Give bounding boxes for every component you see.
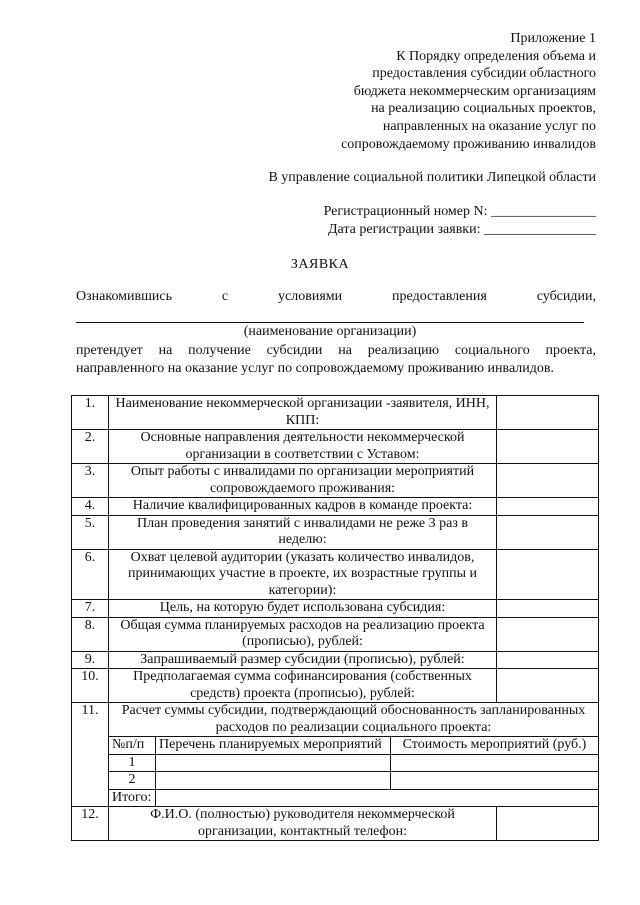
total-label: Итого: bbox=[109, 789, 156, 806]
col-header-number: №п/п bbox=[109, 737, 156, 755]
row-number: 8. bbox=[72, 617, 109, 651]
row-value-cell[interactable] bbox=[497, 396, 599, 430]
row-value-cell[interactable] bbox=[497, 600, 599, 618]
table-row bbox=[72, 430, 599, 464]
row-number: 11. bbox=[72, 703, 109, 807]
claim-paragraph: претендует на получение субсидии на реализацию социального проекта, направленного на оказание услуг по сопровождаемому проживанию инвалидов. bbox=[76, 343, 596, 376]
calculation-title: Расчет суммы субсидии, подтверждающий обоснованность запланированных расходов по реализации социального проекта: bbox=[121, 703, 586, 735]
intro-word: субсидии, bbox=[536, 289, 596, 304]
row-value-cell[interactable] bbox=[497, 549, 599, 600]
calculation-row bbox=[109, 772, 598, 790]
intro-line bbox=[76, 289, 596, 305]
item-activity-cell[interactable] bbox=[156, 772, 391, 790]
document-title: ЗАЯВКА bbox=[290, 257, 350, 272]
table-row bbox=[72, 498, 599, 516]
col-header-activities: Перечень планируемых мероприятий bbox=[156, 737, 391, 755]
row-number: 4. bbox=[72, 498, 109, 516]
row-text: Наличие квалифицированных кадров в команде проекта: bbox=[109, 498, 497, 516]
row-text: План проведения занятий с инвалидами не реже 3 раз в неделю: bbox=[109, 515, 497, 549]
appendix-line: К Порядку определения объема и bbox=[396, 48, 596, 64]
col-header-cost: Стоимость мероприятий (руб.) bbox=[391, 737, 599, 755]
row-text: Запрашиваемый размер субсидии (прописью), рублей: bbox=[109, 651, 497, 669]
table-row bbox=[72, 515, 599, 549]
row-number: 5. bbox=[72, 515, 109, 549]
row-value-cell[interactable] bbox=[497, 498, 599, 516]
table-row bbox=[72, 600, 599, 618]
organization-caption: (наименование организации) bbox=[243, 324, 417, 339]
addressee: В управление социальной политики Липецкой области bbox=[268, 170, 596, 185]
item-cost-cell[interactable] bbox=[391, 754, 599, 772]
calculation-header-row bbox=[109, 737, 598, 755]
appendix-line: Приложение 1 bbox=[510, 31, 596, 46]
table-row bbox=[72, 617, 599, 651]
application-table bbox=[71, 395, 599, 841]
row-value-cell[interactable] bbox=[497, 464, 599, 498]
intro-word: Ознакомившись bbox=[76, 289, 173, 304]
registration-date: Дата регистрации заявки: ________________ bbox=[327, 222, 596, 237]
row-text: Наименование некоммерческой организации -заявителя, ИНН, КПП: bbox=[109, 396, 497, 430]
row-value-cell[interactable] bbox=[497, 651, 599, 669]
appendix-line: на реализацию социальных проектов, bbox=[371, 101, 596, 117]
row-number: 3. bbox=[72, 464, 109, 498]
registration-block bbox=[324, 203, 596, 239]
table-row bbox=[72, 669, 599, 703]
row-number: 9. bbox=[72, 651, 109, 669]
intro-word: предоставления bbox=[392, 289, 487, 304]
intro-word: условиями bbox=[278, 289, 343, 304]
appendix-line: предоставления субсидии областного bbox=[372, 66, 596, 82]
row-number: 6. bbox=[72, 549, 109, 600]
row-number: 2. bbox=[72, 430, 109, 464]
appendix-line: бюджета некоммерческим организациям bbox=[353, 83, 596, 99]
row-value-cell[interactable] bbox=[497, 515, 599, 549]
calculation-cell bbox=[109, 703, 599, 807]
table-row bbox=[72, 807, 599, 841]
table-row-calculation bbox=[72, 703, 599, 807]
table-row bbox=[72, 549, 599, 600]
item-number: 1 bbox=[109, 754, 156, 772]
row-text: Предполагаемая сумма софинансирования (собственных средств) проекта (прописью), рублей: bbox=[109, 669, 497, 703]
row-number: 12. bbox=[72, 807, 109, 841]
registration-number: Регистрационный номер N: _______________ bbox=[323, 204, 596, 219]
row-text: Общая сумма планируемых расходов на реализацию проекта (прописью), рублей: bbox=[109, 617, 497, 651]
item-number: 2 bbox=[109, 772, 156, 790]
row-text: Опыт работы с инвалидами по организации мероприятий сопровождаемого проживания: bbox=[109, 464, 497, 498]
row-number: 1. bbox=[72, 396, 109, 430]
table-row bbox=[72, 651, 599, 669]
appendix-line: направленных на оказание услуг по bbox=[382, 118, 596, 134]
table-row bbox=[72, 396, 599, 430]
item-activity-cell[interactable] bbox=[156, 754, 391, 772]
total-value-cell[interactable] bbox=[156, 789, 599, 806]
table-row bbox=[72, 464, 599, 498]
row-value-cell[interactable] bbox=[497, 669, 599, 703]
row-text: Основные направления деятельности некоммерческой организации в соответствии с Уставом: bbox=[109, 430, 497, 464]
calculation-table bbox=[109, 736, 598, 806]
row-text: Охват целевой аудитории (указать количество инвалидов, принимающих участие в проекте, их возрастные группы и категории): bbox=[109, 549, 497, 600]
row-number: 10. bbox=[72, 669, 109, 703]
appendix-line: сопровождаемому проживанию инвалидов bbox=[341, 136, 596, 152]
organization-name-line[interactable] bbox=[76, 322, 584, 323]
item-cost-cell[interactable] bbox=[391, 772, 599, 790]
row-value-cell[interactable] bbox=[497, 807, 599, 841]
row-value-cell[interactable] bbox=[497, 430, 599, 464]
intro-word: с bbox=[221, 289, 229, 304]
row-text: Цель, на которую будет использована субсидия: bbox=[109, 600, 497, 618]
calculation-row bbox=[109, 754, 598, 772]
appendix-header bbox=[341, 30, 596, 153]
row-number: 7. bbox=[72, 600, 109, 618]
calculation-total-row bbox=[109, 789, 598, 806]
row-value-cell[interactable] bbox=[497, 617, 599, 651]
row-text: Ф.И.О. (полностью) руководителя некоммерческой организации, контактный телефон: bbox=[109, 807, 497, 841]
